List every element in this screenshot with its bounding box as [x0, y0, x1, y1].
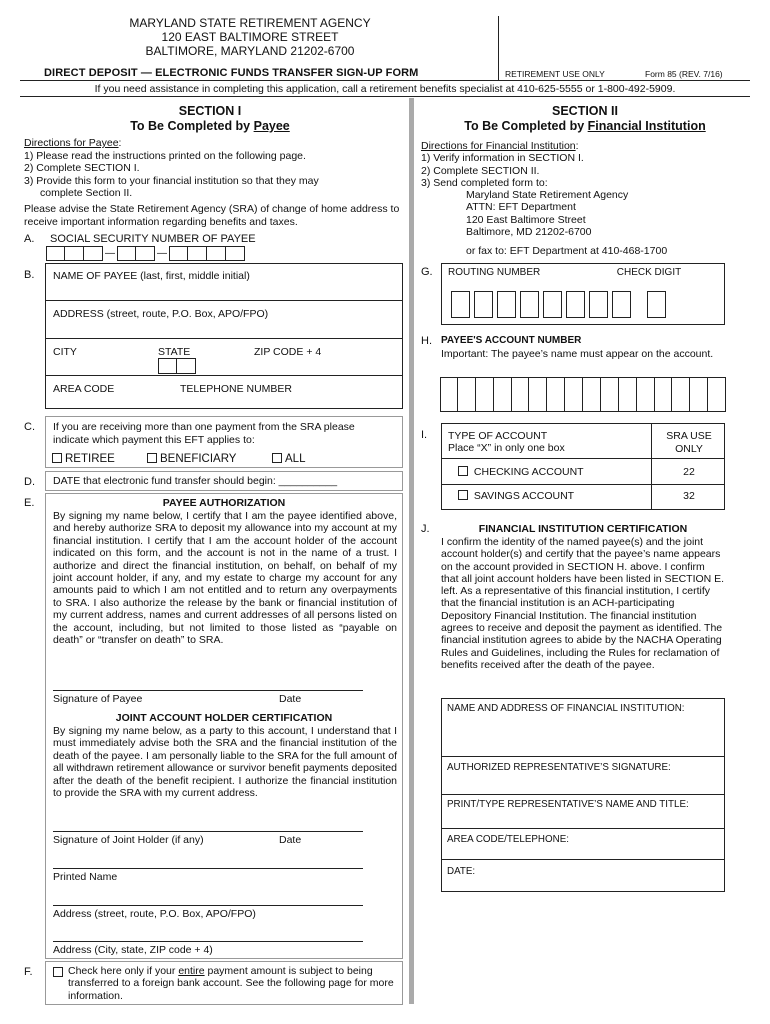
account-digit[interactable]: [708, 377, 726, 412]
fax-text: or fax to: EFT Department at 410-468-1700: [466, 245, 668, 257]
option-all-label: ALL: [285, 453, 306, 465]
routing-digit[interactable]: [451, 291, 470, 318]
fi-print-field[interactable]: [442, 828, 724, 829]
payee-name-field[interactable]: [46, 300, 402, 301]
payee-directions-title-text: Directions for Payee: [24, 137, 119, 149]
account-digit[interactable]: [476, 377, 494, 412]
fi-info-box: [441, 698, 725, 892]
routing-digit[interactable]: [612, 291, 631, 318]
option-beneficiary-label: BENEFICIARY: [160, 453, 237, 465]
ssn-dash: —: [157, 248, 167, 259]
section2-heading: [420, 104, 750, 134]
joint-signature-label: Signature of Joint Holder (if any): [53, 834, 204, 846]
account-digit[interactable]: [529, 377, 547, 412]
section-d-letter: D.: [24, 476, 35, 488]
section1-sub-who: Payee: [253, 119, 290, 133]
account-number-label: PAYEE'S ACCOUNT NUMBER: [441, 335, 582, 346]
savings-option[interactable]: [458, 490, 574, 503]
ssn-digit[interactable]: [226, 246, 245, 261]
check-digit-box[interactable]: [647, 291, 666, 318]
account-digit[interactable]: [637, 377, 655, 412]
payee-name-label: NAME OF PAYEE (last, first, middle initial): [53, 270, 250, 282]
account-type-rule-1: [442, 458, 724, 459]
payee-direction-1: 1) Please read the instructions printed on the following page.: [24, 149, 306, 162]
state-char[interactable]: [158, 358, 177, 374]
foreign-text-post: payment amount is subject to being transferred to a foreign bank account. See the following page for more information.: [68, 965, 394, 1002]
agency-name: MARYLAND STATE RETIREMENT AGENCY: [129, 16, 371, 30]
section-f-letter: F.: [24, 966, 33, 978]
sra-use-only-label: SRA USE ONLY: [666, 430, 712, 455]
ssn-digit[interactable]: [84, 246, 103, 261]
account-digit[interactable]: [690, 377, 708, 412]
all-checkbox[interactable]: [272, 453, 282, 463]
account-digit[interactable]: [655, 377, 673, 412]
area-code-label: AREA CODE: [53, 383, 115, 395]
send-to-line-4: Baltimore, MD 21202-6700: [466, 226, 592, 239]
savings-code: 32: [683, 490, 695, 502]
section1-sub-prefix: To Be Completed by: [130, 119, 254, 133]
beneficiary-checkbox[interactable]: [147, 453, 157, 463]
printed-name-label: Printed Name: [53, 871, 118, 883]
payee-directions-colon: :: [118, 137, 122, 149]
account-digit[interactable]: [672, 377, 690, 412]
payee-signature-line[interactable]: [53, 690, 363, 691]
section2-sub-prefix: To Be Completed by: [464, 119, 588, 133]
header-rule-bottom: [20, 96, 750, 97]
routing-label: ROUTING NUMBER: [448, 267, 541, 278]
account-type-label: TYPE OF ACCOUNT: [448, 430, 548, 442]
start-date-text: DATE that electronic fund transfer should begin: __________: [53, 475, 338, 487]
account-digit[interactable]: [583, 377, 601, 412]
savings-checkbox[interactable]: [458, 490, 468, 500]
fi-phone-field[interactable]: [442, 859, 724, 860]
option-retiree-label: RETIREE: [65, 453, 115, 465]
authorization-box: [45, 493, 403, 959]
payment-type-text: If you are receiving more than one payment from the SRA please indicate which payment this EFT applies to:: [53, 421, 355, 446]
ssn-digit[interactable]: [169, 246, 188, 261]
fi-direction-3: 3) Send completed form to:: [421, 176, 548, 189]
foreign-account-checkbox[interactable]: [53, 967, 63, 977]
payee-direction-3: 3) Provide this form to your financial institution so that they may: [24, 174, 319, 187]
agency-address-block: [100, 16, 400, 58]
sra-column-divider: [651, 424, 652, 509]
account-digit[interactable]: [458, 377, 476, 412]
fi-certification-title: FINANCIAL INSTITUTION CERTIFICATION: [478, 523, 688, 535]
fi-direction-1: 1) Verify information in SECTION I.: [421, 152, 584, 165]
routing-digit[interactable]: [497, 291, 516, 318]
section-e-letter: E.: [24, 497, 35, 509]
section-j-letter: J.: [421, 523, 430, 535]
fi-print-label: PRINT/TYPE REPRESENTATIVE’S NAME AND TITLE:: [447, 799, 689, 810]
routing-digit[interactable]: [520, 291, 539, 318]
account-type-instruction: Place “X” in only one box: [448, 442, 565, 454]
section1-subtitle: [60, 119, 360, 134]
section-c-letter: C.: [24, 421, 35, 433]
ssn-digit[interactable]: [188, 246, 207, 261]
checking-label: CHECKING ACCOUNT: [473, 466, 584, 478]
foreign-text-pre: Check here only if your: [68, 965, 179, 977]
joint-signature-line[interactable]: [53, 831, 363, 832]
state-char[interactable]: [177, 358, 196, 374]
retirement-use-label: RETIREMENT USE ONLY: [505, 69, 605, 79]
printed-name-line[interactable]: [53, 868, 363, 869]
routing-digit[interactable]: [589, 291, 608, 318]
payee-zip-label: ZIP CODE + 4: [254, 346, 322, 358]
payee-direction-2: 2) Complete SECTION I.: [24, 162, 140, 174]
foreign-account-box: [45, 961, 403, 1005]
fi-directions-title-text: Directions for Financial Institution: [421, 140, 576, 152]
retiree-checkbox[interactable]: [52, 453, 62, 463]
account-number-boxes[interactable]: [440, 377, 726, 412]
payee-address-field[interactable]: [46, 338, 402, 339]
savings-label: SAVINGS ACCOUNT: [473, 490, 575, 502]
joint-holder-title: JOINT ACCOUNT HOLDER CERTIFICATION: [115, 712, 333, 724]
check-digit-label: CHECK DIGIT: [616, 267, 682, 278]
routing-gap: [635, 291, 643, 318]
assistance-text: If you need assistance in completing this application, call a retirement benefits specialist at 410-625-5555 or 1-800-492-5909.: [94, 83, 676, 95]
checking-option[interactable]: [458, 466, 584, 479]
payee-state-label: STATE: [158, 346, 191, 358]
fi-date-label: DATE:: [447, 866, 476, 877]
account-digit[interactable]: [601, 377, 619, 412]
ssn-digit[interactable]: [65, 246, 84, 261]
account-digit[interactable]: [440, 377, 458, 412]
joint-address-label: Address (street, route, P.O. Box, APO/FPO): [53, 908, 256, 920]
account-number-note: Important: The payee’s name must appear on the account.: [441, 348, 714, 360]
agency-city: BALTIMORE, MARYLAND 21202-6700: [145, 44, 355, 58]
payment-type-box: [45, 416, 403, 468]
section-g-letter: G.: [421, 266, 433, 278]
agency-street: 120 EAST BALTIMORE STREET: [161, 30, 339, 44]
ssn-digit[interactable]: [117, 246, 136, 261]
address-change-notice: Please advise the State Retirement Agency (SRA) of change of home address to receive important information regarding benefits and taxes.: [24, 203, 400, 228]
fi-name-field[interactable]: [442, 756, 724, 757]
payee-date-label: Date: [279, 693, 302, 705]
account-type-rule-2: [442, 484, 724, 485]
fi-signature-field[interactable]: [442, 794, 724, 795]
joint-city-line[interactable]: [53, 941, 363, 942]
joint-holder-text: By signing my name below, as a party to this account, I understand that I must immediately advise both the SRA and the financial institution of the death of the payee. I am personally liable to the SRA for the full amount of all withdrawn retirement allowance or survivor benefit payments deposited after the death of the benefit recipient. I authorize the financial institution to provide the SRA with my current address.: [53, 725, 397, 800]
payee-city-field[interactable]: [46, 375, 402, 376]
section2-title: SECTION II: [552, 104, 618, 118]
section1-heading: [60, 104, 360, 134]
payee-direction-3-cont: complete Section II.: [40, 187, 133, 199]
foreign-text-entire: entire: [178, 965, 205, 977]
send-to-line-3: 120 East Baltimore Street: [466, 213, 586, 226]
fi-direction-2: 2) Complete SECTION II.: [421, 164, 540, 177]
ssn-digit[interactable]: [136, 246, 155, 261]
ssn-digit[interactable]: [46, 246, 65, 261]
routing-digit[interactable]: [474, 291, 493, 318]
payee-authorization-title: PAYEE AUTHORIZATION: [162, 497, 286, 509]
payee-signature-label: Signature of Payee: [53, 693, 143, 705]
account-digit[interactable]: [619, 377, 637, 412]
ssn-boxes[interactable]: [46, 246, 245, 261]
section2-sub-who: Financial Institution: [587, 119, 706, 133]
joint-date-label: Date: [279, 834, 302, 846]
payee-directions-title: [24, 137, 404, 150]
ssn-digit[interactable]: [207, 246, 226, 261]
option-all[interactable]: [272, 452, 305, 466]
fi-directions: [421, 140, 741, 238]
joint-city-label: Address (City, state, ZIP code + 4): [53, 944, 213, 956]
section-h-letter: H.: [421, 335, 432, 347]
send-to-line-1: Maryland State Retirement Agency: [466, 189, 629, 202]
payee-info-box: [45, 263, 403, 409]
section-i-letter: I.: [421, 429, 428, 441]
account-digit[interactable]: [494, 377, 512, 412]
checking-code: 22: [683, 466, 695, 478]
option-retiree[interactable]: [52, 452, 115, 466]
account-digit[interactable]: [512, 377, 530, 412]
fi-directions-title: [421, 140, 741, 152]
routing-number-boxes[interactable]: [451, 291, 666, 318]
routing-digit[interactable]: [543, 291, 562, 318]
send-to-address: [421, 189, 741, 238]
section-b-letter: B.: [24, 269, 35, 281]
account-type-box: [441, 423, 725, 510]
ssn-label: SOCIAL SECURITY NUMBER OF PAYEE: [50, 233, 256, 245]
payee-address-label: ADDRESS (street, route, P.O. Box, APO/FPO): [53, 308, 269, 320]
column-divider: [409, 98, 414, 1004]
section-a-letter: A.: [24, 233, 35, 245]
checking-checkbox[interactable]: [458, 466, 468, 476]
fi-signature-label: AUTHORIZED REPRESENTATIVE’S SIGNATURE:: [447, 762, 671, 773]
telephone-label: TELEPHONE NUMBER: [180, 383, 293, 395]
routing-box: [441, 263, 725, 325]
payee-directions: [24, 137, 404, 200]
joint-address-line[interactable]: [53, 905, 363, 906]
header-rule-top: [20, 80, 750, 81]
fi-name-label: NAME AND ADDRESS OF FINANCIAL INSTITUTION:: [447, 703, 685, 714]
fi-directions-colon: :: [575, 140, 579, 152]
fi-phone-label: AREA CODE/TELEPHONE:: [447, 834, 569, 845]
section1-title: SECTION I: [178, 104, 242, 118]
start-date-box[interactable]: [45, 471, 403, 491]
foreign-account-text: [68, 965, 398, 1002]
form-number: Form 85 (REV. 7/16): [645, 69, 723, 79]
section2-subtitle: [420, 119, 750, 134]
ssn-dash: —: [105, 248, 115, 259]
payee-city-label: CITY: [53, 346, 77, 358]
header-divider: [498, 16, 499, 80]
routing-digit[interactable]: [566, 291, 585, 318]
account-digit[interactable]: [565, 377, 583, 412]
fi-certification-text: I confirm the identity of the named payee(s) and the joint account holder(s) and certify that the payee’s name appears on the account provided in SECTION H. above. I confirm that all joint account holders have been listed in SECTION E. left. As a representative of this financial institution, I certify that the financial institution is an ACH-participating Depository Financial Institution. The financial institution agrees to receive and deposit the payment as identified. The financial institution agrees to abide by the NACHA Operating Rules and Guidelines, including the Rules for reclamation of benefits received after the death of the payee.: [441, 536, 725, 671]
send-to-line-2: ATTN: EFT Department: [466, 201, 576, 214]
account-digit[interactable]: [547, 377, 565, 412]
payee-authorization-text: By signing my name below, I certify that I am the payee identified above, and hereby authorize SRA to deposit my allowance into my account at my financial institution. I certify that I am the account holder of the account indicated on this form, and the account is not in the name of a trust. I authorize and direct the financial institution, on behalf, on behalf of my joint account holder, if any, and my estate to charge my account for any amounts paid to which I am not entitled and to return any overpayments to SRA. I also authorize the release by the bank or financial institution of my current address, names and current addresses of all persons listed on the account, including, but not limited to those listed as “payable on death” or “transfer on death” to SRA.: [53, 510, 397, 647]
option-beneficiary[interactable]: [147, 452, 236, 466]
state-boxes[interactable]: [158, 358, 196, 374]
form-title: DIRECT DEPOSIT — ELECTRONIC FUNDS TRANSFER SIGN-UP FORM: [44, 67, 419, 79]
